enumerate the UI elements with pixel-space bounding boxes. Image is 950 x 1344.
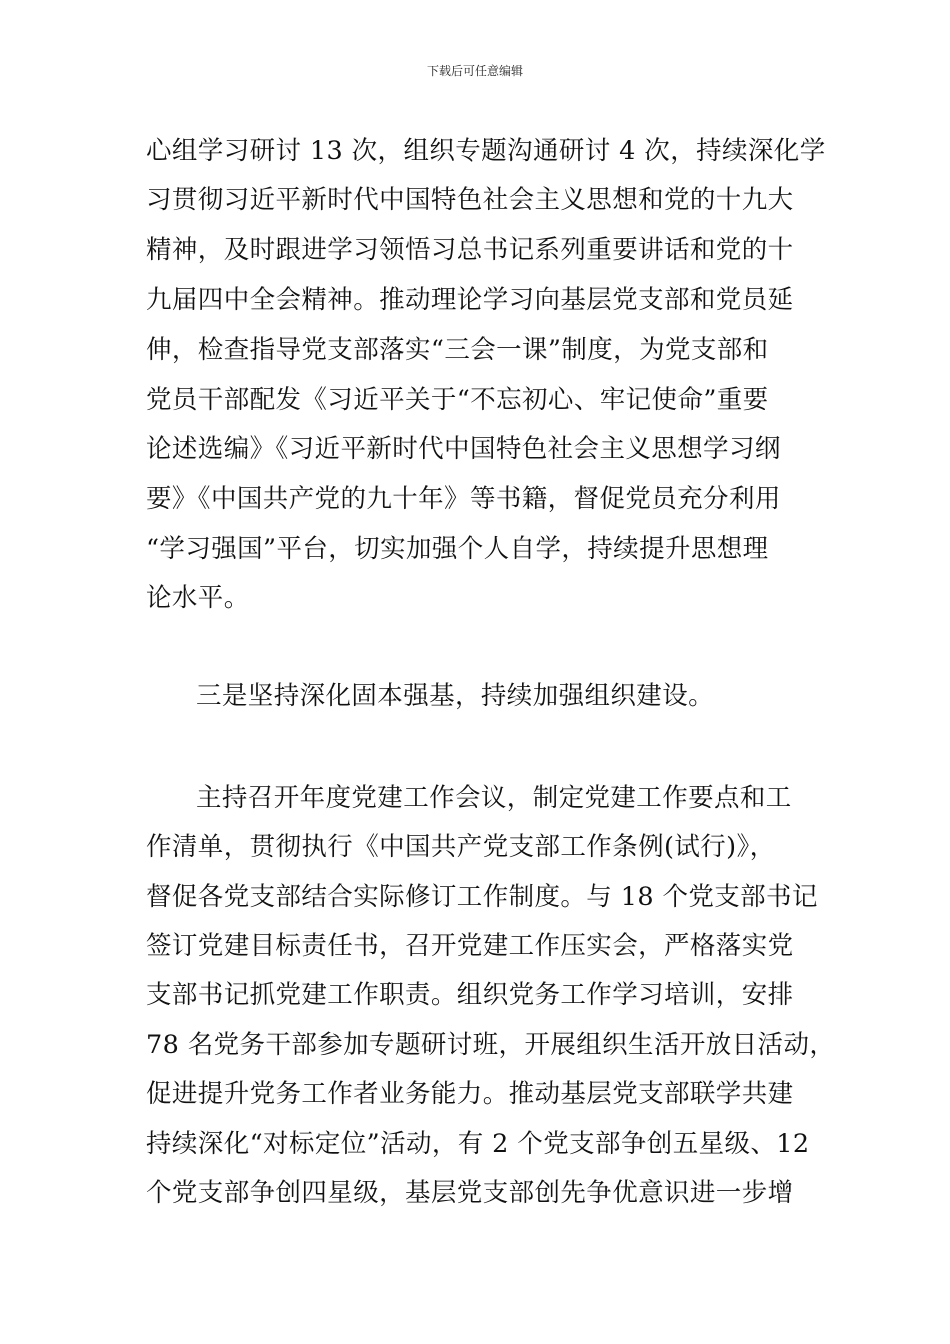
paragraph-line: 要》《中国共产党的九十年》等书籍，督促党员充分利用 (146, 484, 781, 514)
page-header-note: 下载后可任意编辑 (426, 64, 523, 78)
paragraph-line: 论述选编》《习近平新时代中国特色社会主义思想学习纲 (146, 434, 781, 464)
section-heading-organization: 三是坚持深化固本强基，持续加强组织建设。 (196, 681, 715, 711)
paragraph-line: 督促各党支部结合实际修订工作制度。与 18 个党支部书记 (146, 882, 818, 912)
paragraph-line: 促进提升党务工作者业务能力。推动基层党支部联学共建 (146, 1079, 794, 1109)
paragraph-line: 九届四中全会精神。推动理论学习向基层党支部和党员延 (146, 285, 794, 315)
paragraph-line: 习贯彻习近平新时代中国特色社会主义思想和党的十九大 (146, 185, 794, 215)
paragraph-line: 持续深化“对标定位”活动，有 2 个党支部争创五星级、12 (146, 1129, 810, 1159)
paragraph-line: 论水平。 (146, 583, 250, 613)
paragraph-line: 主持召开年度党建工作会议，制定党建工作要点和工 (196, 783, 792, 813)
paragraph-line: 党员干部配发《习近平关于“不忘初心、牢记使命”重要 (146, 385, 769, 415)
paragraph-line: 作清单，贯彻执行《中国共产党支部工作条例(试行)》， (146, 832, 776, 862)
paragraph-line: 精神，及时跟进学习领悟习总书记系列重要讲话和党的十 (146, 235, 794, 265)
paragraph-line: 78 名党务干部参加专题研讨班，开展组织生活开放日活动， (146, 1030, 836, 1060)
paragraph-line: 个党支部争创四星级，基层党支部创先争优意识进一步增 (146, 1178, 794, 1208)
paragraph-line: 支部书记抓党建工作职责。组织党务工作学习培训，安排 (146, 980, 794, 1010)
paragraph-line: 伸，检查指导党支部落实“三会一课”制度，为党支部和 (146, 335, 769, 365)
paragraph-line: “学习强国”平台，切实加强个人自学，持续提升思想理 (146, 534, 769, 564)
paragraph-line: 签订党建目标责任书，召开党建工作压实会，严格落实党 (146, 931, 794, 961)
paragraph-line: 心组学习研讨 13 次，组织专题沟通研讨 4 次，持续深化学 (146, 136, 826, 166)
